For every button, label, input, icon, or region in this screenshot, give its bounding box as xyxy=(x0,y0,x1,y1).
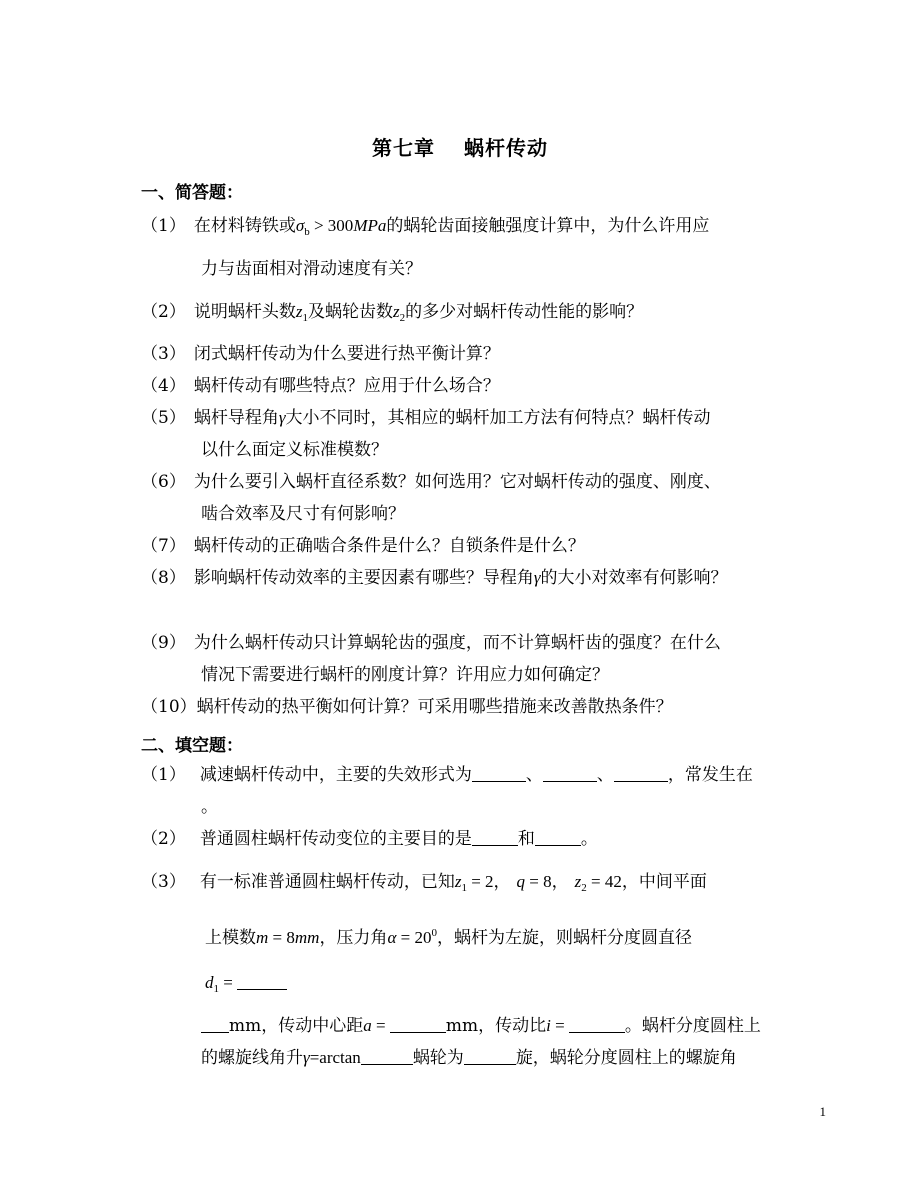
blank[interactable] xyxy=(390,1016,446,1033)
fill-question-1-line-2: 。 xyxy=(201,797,218,817)
blank[interactable] xyxy=(472,765,526,782)
question-10: （10）蜗杆传动的热平衡如何计算？可采用哪些措施来改善散热条件？ xyxy=(141,697,673,717)
question-1-line-2: 力与齿面相对滑动速度有关？ xyxy=(201,259,422,279)
fill-question-3-line-3: $d_1$ = xyxy=(205,972,287,1000)
fill-question-2: （2） 普通圆柱蜗杆传动变位的主要目的是 和 。 xyxy=(141,829,598,849)
blank[interactable] xyxy=(543,765,597,782)
blank[interactable] xyxy=(201,1016,229,1033)
blank[interactable] xyxy=(535,829,581,846)
question-9: （9） 为什么蜗杆传动只计算蜗轮齿的强度，而不计算蜗杆齿的强度？在什么 xyxy=(141,633,721,653)
page-number: 1 xyxy=(819,1104,826,1119)
blank[interactable] xyxy=(614,765,668,782)
section-heading-short-answer: 一、简答题： xyxy=(141,183,243,203)
question-8: （8） 影响蜗杆传动效率的主要因素有哪些？导程角γ的大小对效率有何影响？ xyxy=(141,568,728,588)
fill-question-3: （3） 有一标准普通圆柱蜗杆传动，已知$z_1 = 2$， q = 8， $z_2 = 42$，中间平面 xyxy=(141,872,707,894)
question-6-line-2: 啮合效率及尺寸有何影响？ xyxy=(201,504,405,524)
question-9-line-2: 情况下需要进行蜗杆的刚度计算？许用应力如何确定？ xyxy=(201,665,609,685)
fill-question-3-line-2: 上模数m = 8mm，压力角$\alpha = 20^0$，蜗杆为左旋，则蜗杆分度圆直径 xyxy=(205,927,692,948)
blank[interactable] xyxy=(569,1016,625,1033)
question-1: （1） 在材料铸铁或$\sigma_b > 300MPa$的蜗轮齿面接触强度计算中，为什么许用应 xyxy=(141,216,710,238)
fill-question-3-line-4: mm，传动中心距a = mm，传动比i = 。蜗杆分度圆柱上 xyxy=(201,1015,761,1037)
question-2: （2） 说明蜗杆头数$z_1$及蜗轮齿数$z_2$的多少对蜗杆传动性能的影响？ xyxy=(141,302,644,324)
question-3: （3） 闭式蜗杆传动为什么要进行热平衡计算？ xyxy=(141,344,500,364)
section-heading-fill-blank: 二、填空题： xyxy=(141,736,243,756)
question-6: （6） 为什么要引入蜗杆直径系数？如何选用？它对蜗杆传动的强度、刚度、 xyxy=(141,472,721,492)
blank[interactable] xyxy=(472,829,518,846)
question-4: （4） 蜗杆传动有哪些特点？应用于什么场合？ xyxy=(141,376,500,396)
fill-question-3-line-5: 的螺旋线角升γ=arctan 蜗轮为 旋，蜗轮分度圆柱上的螺旋角 xyxy=(201,1048,737,1068)
question-5-line-2: 以什么面定义标准模数？ xyxy=(201,440,388,460)
question-5: （5） 蜗杆导程角γ大小不同时，其相应的蜗杆加工方法有何特点？蜗杆传动 xyxy=(141,408,711,428)
page-title: 第七章 蜗杆传动 xyxy=(372,136,548,160)
fill-question-1: （1） 减速蜗杆传动中，主要的失效形式为 、 、 ，常发生在 xyxy=(141,765,753,785)
blank[interactable] xyxy=(237,973,287,990)
blank[interactable] xyxy=(361,1048,413,1065)
question-7: （7） 蜗杆传动的正确啮合条件是什么？自锁条件是什么？ xyxy=(141,536,585,556)
blank[interactable] xyxy=(464,1048,516,1065)
